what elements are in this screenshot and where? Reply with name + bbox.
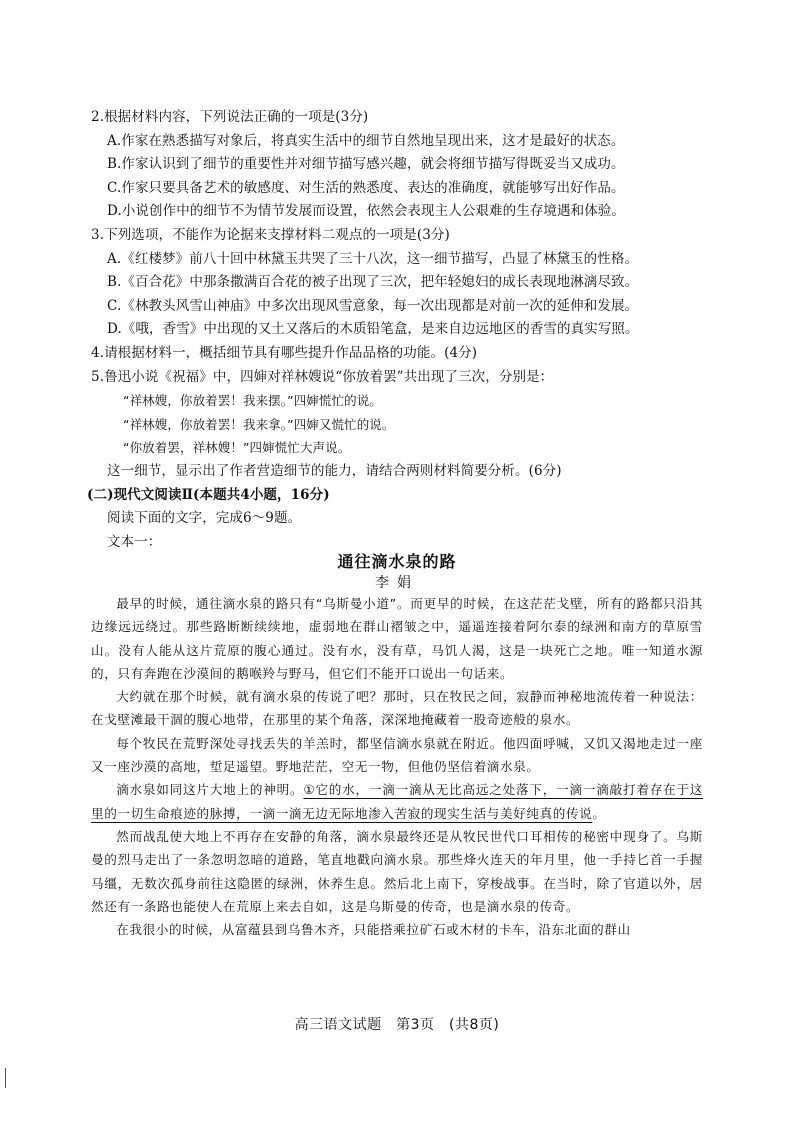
question-2-option-d: D.小说创作中的细节不为情节发展而设置，依然会表现主人公艰难的生存境遇和体验。 bbox=[107, 203, 626, 220]
question-3-stem: 3.下列选项，不能作为论据来支撑材料二观点的一项是(3分) bbox=[91, 226, 450, 243]
underlined-sentence-1: ①它的水，一滴一滴从无比高远之处落下，一滴一滴敲打着存在于这里的一切生命痕迹的脉搏，一滴一滴无边无际地渗入苦寂的现实生活与美好纯真的传说 bbox=[91, 782, 703, 821]
question-5-quote-1: “祥林嫂，你放着罢！我来摆。”四婶慌忙的说。 bbox=[123, 393, 382, 409]
article-body bbox=[91, 592, 703, 941]
question-3-option-a: A.《红楼梦》前八十回中林黛玉共哭了三十八次，这一细节描写，凸显了林黛玉的性格。 bbox=[107, 250, 639, 267]
article-title: 通往滴水泉的路 bbox=[337, 552, 457, 571]
question-5-quote-3: “你放着罢，祥林嫂！”四婶慌忙大声说。 bbox=[123, 440, 351, 456]
question-3-option-d: D.《哦，香雪》中出现的又土又落后的木质铅笔盒，是来自边远地区的香雪的真实写照。 bbox=[107, 321, 639, 338]
question-2-stem: 2.根据材料内容，下列说法正确的一项是(3分) bbox=[91, 109, 369, 125]
section-heading: (二)现代文阅读Ⅱ(本题共4小题，16分) bbox=[87, 486, 330, 503]
article-paragraph-5: 然而战乱使大地上不再存在安静的角落，滴水泉最终还是从牧民世代口耳相传的秘密中现身了。乌斯曼的烈马走出了一条忽明忽暗的道路，笔直地戳向滴水泉。那些烽火连天的年月里，他一手持匕首一手握马缰，无数次孤身前往这隐匿的绿洲，休养生息。然后北上南下，穿梭战事。在当时，除了官道以外，居然还有一条路也能使人在荒原上来去自如，这是乌斯曼的传奇，也是滴水泉的传奇。 bbox=[91, 828, 703, 914]
text-label: 文本一： bbox=[107, 533, 162, 550]
scan-edge-mark bbox=[5, 1068, 6, 1088]
paragraph-4-end: 。 bbox=[592, 805, 606, 821]
questions-2-4 bbox=[87, 106, 711, 554]
article-paragraph-6: 在我很小的时候，从富蕴县到乌鲁木齐，只能搭乘拉矿石或木材的卡车，沿东北面的群山 bbox=[116, 922, 631, 938]
article-paragraph-3: 每个牧民在荒野深处寻找丢失的羊羔时，都坚信滴水泉就在附近。他四面呼喊，又饥又渴地走过一座又一座沙漠的高地，埑足遥望。野地茫茫，空无一物，但他仍坚信着滴水泉。 bbox=[91, 735, 703, 775]
question-3-option-b: B.《百合花》中那条撒满百合花的被子出现了三次，把年轻媳妇的成长表现地淋漓尽致。 bbox=[107, 274, 639, 291]
question-2-option-a: A.作家在熟悉描写对象后，将真实生活中的细节自然地呈现出来，这才是最好的状态。 bbox=[107, 132, 625, 149]
article-paragraph-2: 大约就在那个时候，就有滴水泉的传说了吧？那时，只在牧民之间，寂静而神秘地流传着一种说法：在戈壁滩最干涸的腹心地带，在那里的某个角落，深深地掩藏着一股奇迹般的泉水。 bbox=[91, 689, 703, 728]
question-5-quote-2: “祥林嫂，你放着罢！我来拿。”四婶又慌忙的说。 bbox=[123, 416, 395, 432]
question-2-option-c: C.作家只要具备艺术的敏感度、对生活的熟悉度、表达的准确度，就能够写出好作品。 bbox=[107, 179, 625, 196]
question-2-option-b: B.作家认识到了细节的重要性并对细节描写感兴趣，就会将细节描写得既妥当又成功。 bbox=[107, 156, 625, 173]
paragraph-4-lead: 滴水泉如同这片大地上的神明。 bbox=[116, 782, 304, 798]
question-3-option-c: C.《林教头风雪山神庙》中多次出现风雪意象，每一次出现都是对前一次的延伸和发展。 bbox=[107, 297, 639, 314]
question-4-stem: 4.请根据材料一，概括细节具有哪些提升作品品格的功能。(4分) bbox=[91, 344, 478, 361]
question-5-stem: 5.鲁迅小说《祝福》中，四婶对祥林嫂说“你放着罢”共出现了三次，分别是： bbox=[91, 368, 554, 385]
section-instruction: 阅读下面的文字，完成6～9题。 bbox=[107, 510, 302, 527]
article-paragraph-1: 最早的时候，通往滴水泉的路只有“乌斯曼小道”。而更早的时候，在这茫茫戈壁，所有的路都只沿其边缘远远绕过。那些路断断续续地，虚弱地在群山褶皱之中，遥遥连接着阿尔泰的绿洲和南方的草原雪山。没有人能从这片荒原的腹心通过。没有水，没有草，马饥人渴，这是一块死亡之地。唯一知道水源的，只有奔跑在沙漠间的鹅喉羚与野马，但它们不能开口说出一句话来。 bbox=[91, 596, 703, 681]
article-paragraph-4 bbox=[91, 778, 703, 825]
article-author: 李娟 bbox=[375, 575, 419, 591]
page-footer: 高三语文试题 第3页 (共8页) bbox=[294, 1017, 500, 1033]
question-5-conclusion: 这一细节，显示出了作者营造细节的能力，请结合两则材料简要分析。(6分) bbox=[107, 462, 562, 479]
